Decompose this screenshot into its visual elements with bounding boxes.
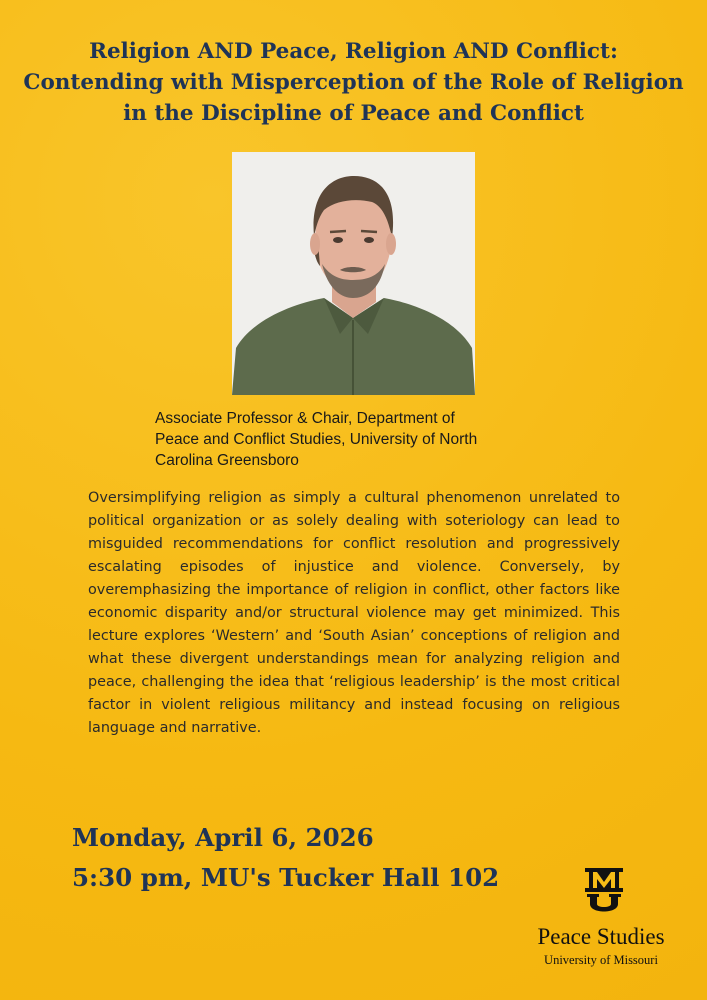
university-name: University of Missouri <box>544 953 658 967</box>
organization-name: Peace Studies <box>537 924 665 949</box>
event-title <box>0 36 707 129</box>
event-time-location: 5:30 pm, MU's Tucker Hall 102 <box>72 863 500 892</box>
title-line-1: Religion AND Peace, Religion AND Conflict: <box>89 39 618 64</box>
speaker-affiliation <box>155 408 595 471</box>
event-details <box>72 818 499 898</box>
affiliation-line-2: Peace and Conflict Studies, University of North <box>155 431 478 448</box>
mizzou-logo-icon <box>585 868 623 912</box>
speaker-photo <box>232 152 475 395</box>
affiliation-line-1: Associate Professor & Chair, Department of <box>155 410 455 427</box>
organization-block <box>520 922 682 968</box>
title-line-3: in the Discipline of Peace and Conflict <box>123 101 584 126</box>
event-date: Monday, April 6, 2026 <box>72 823 374 852</box>
lecture-abstract: Oversimplifying religion as simply a cultural phenomenon unrelated to political organization or as solely dealing with soteriology can lead to misguided recommendations for conflict resolution and progressively escalating episodes of injustice and violence. Conversely, by overemphasizing the importance of religion in conflict, other factors like economic disparity and/or structural violence may get minimized. This lecture explores ‘Western’ and ‘South Asian’ conceptions of religion and what these divergent understandings mean for analyzing religion and peace, challenging the idea that ‘religious leadership’ is the most critical factor in violent religious militancy and instead focusing on religious language and narrative. <box>88 490 620 736</box>
affiliation-line-3: Carolina Greensboro <box>155 452 299 469</box>
title-line-2: Contending with Misperception of the Role of Religion <box>23 70 684 95</box>
